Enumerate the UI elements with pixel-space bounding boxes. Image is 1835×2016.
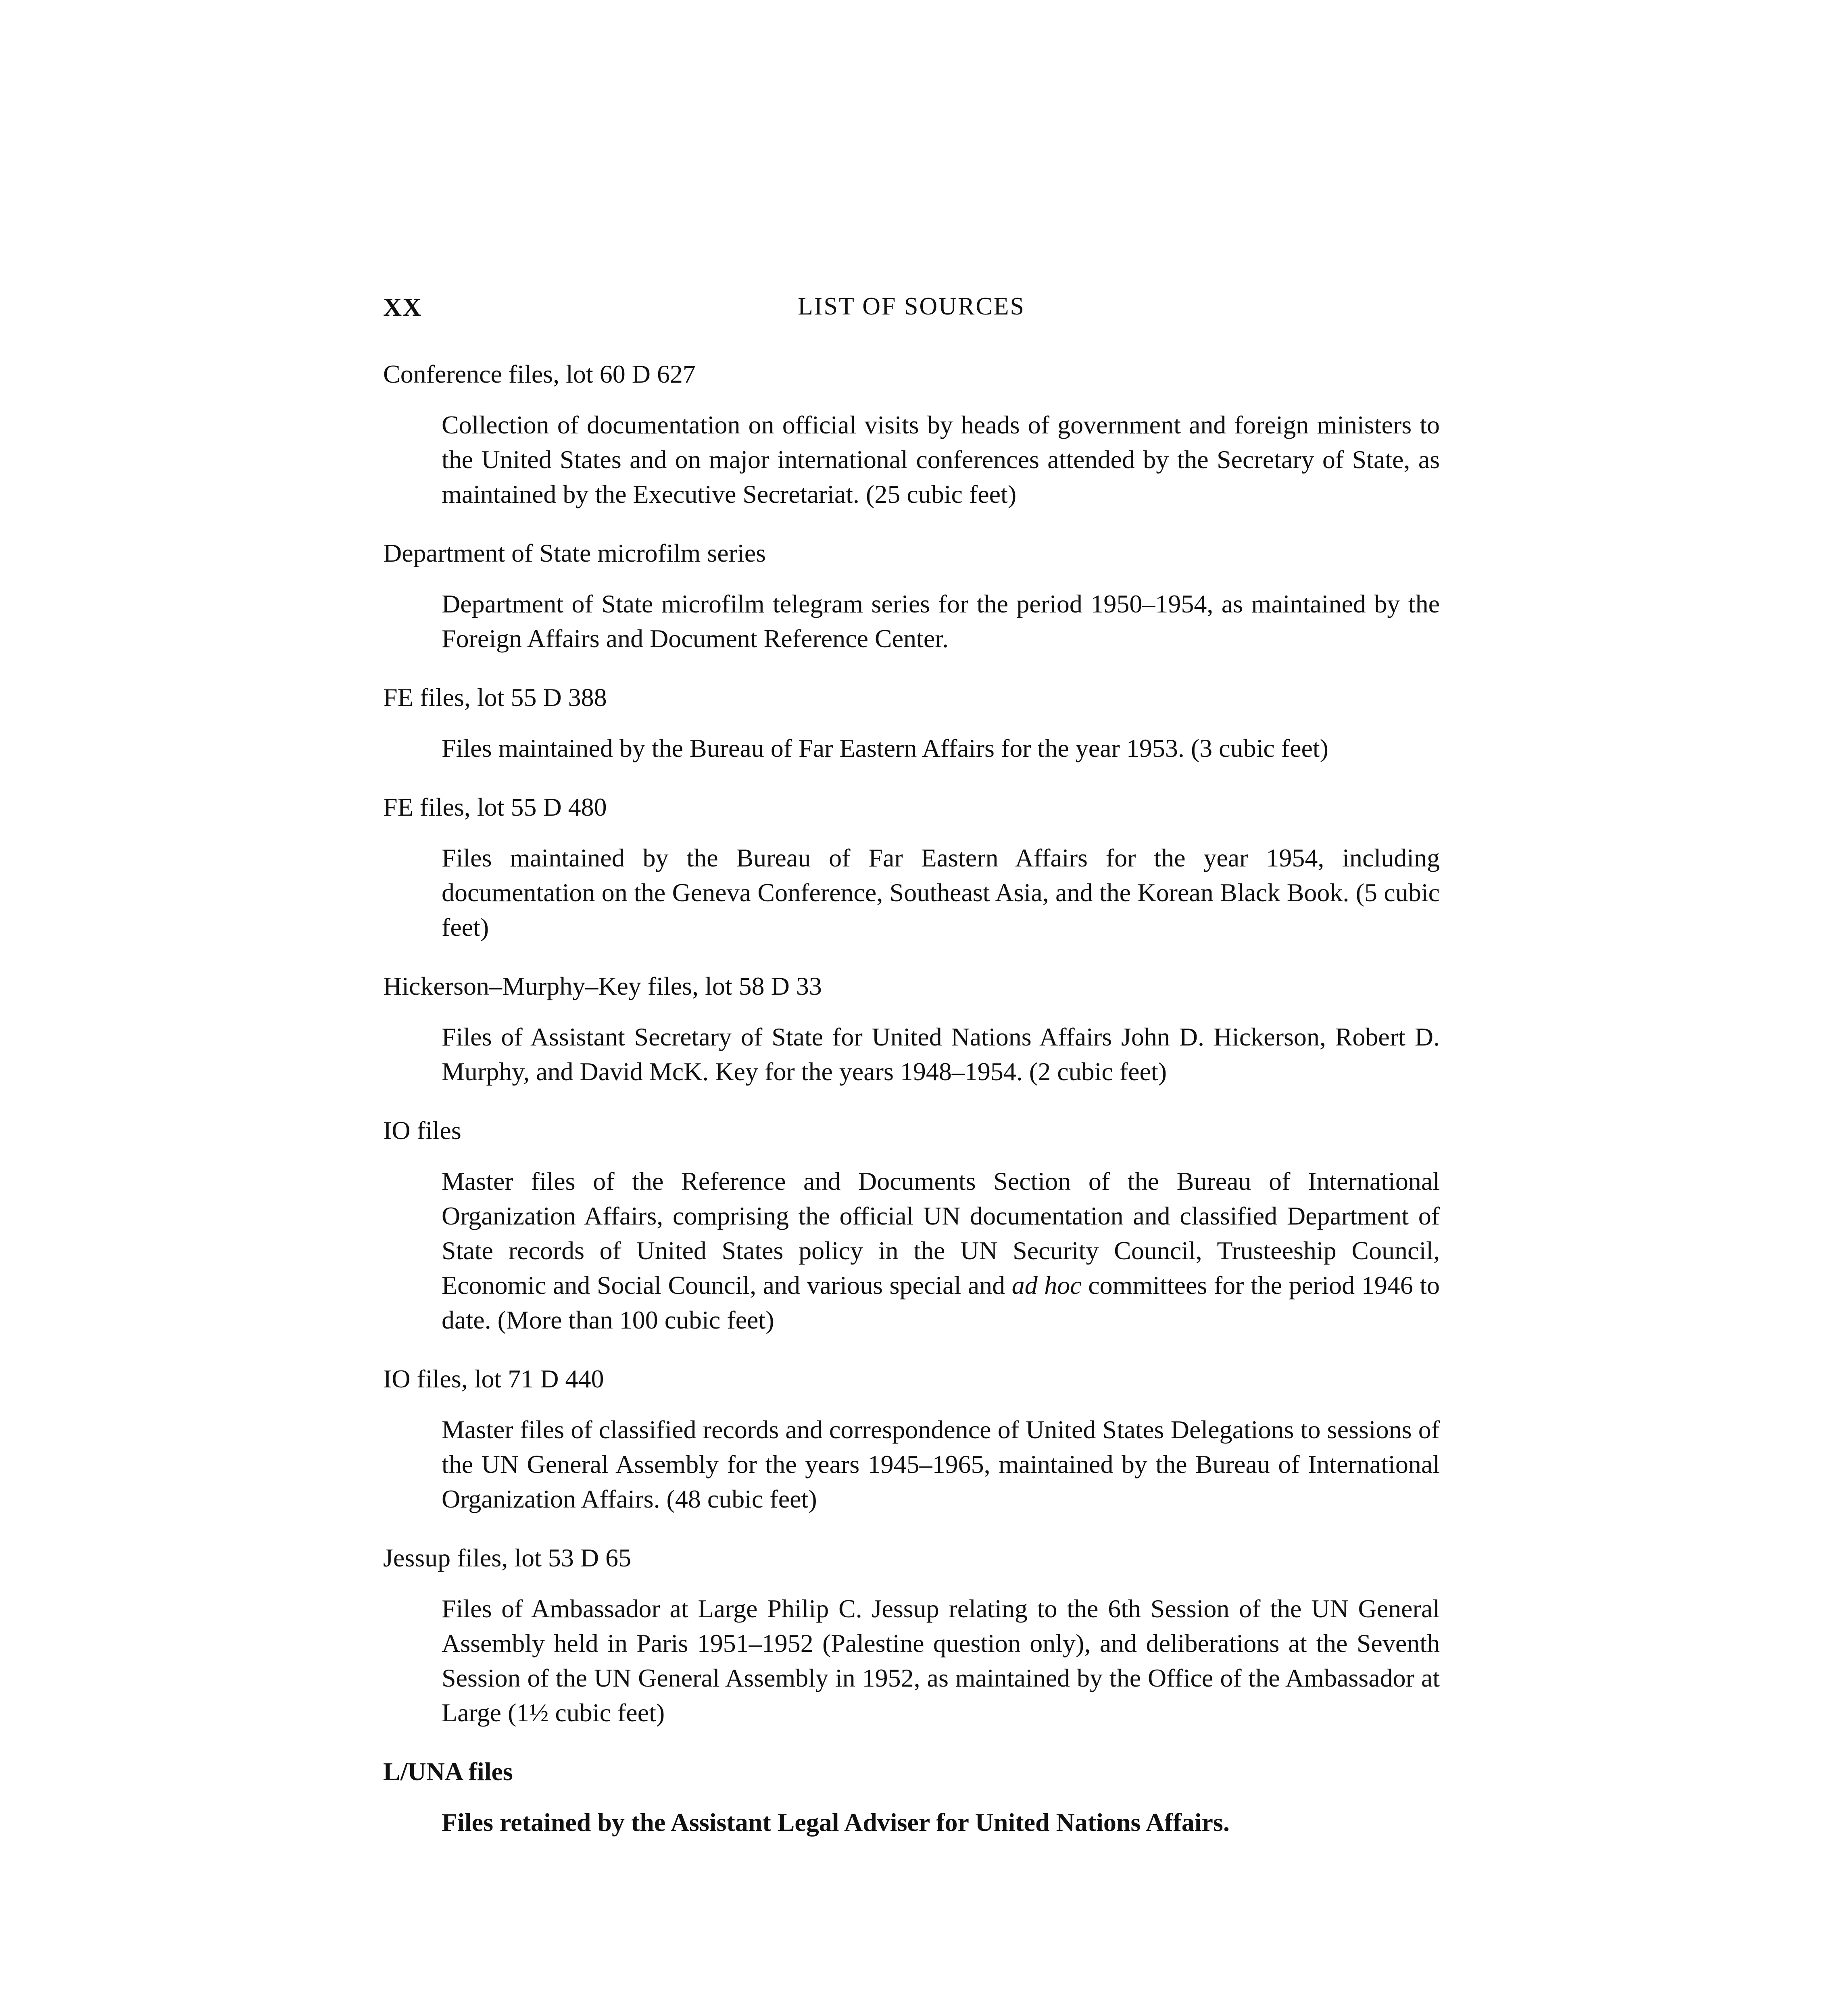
source-entry — [383, 1362, 1440, 1516]
page-header — [383, 292, 1440, 329]
source-title: Jessup files, lot 53 D 65 — [383, 1543, 632, 1572]
source-entry — [383, 357, 1440, 512]
source-entry — [383, 680, 1440, 766]
source-title: FE files, lot 55 D 480 — [383, 793, 607, 821]
source-title: IO files, lot 71 D 440 — [383, 1364, 604, 1393]
source-title: IO files — [383, 1116, 461, 1145]
source-entry — [383, 1754, 1440, 1840]
source-title: L/UNA files — [383, 1757, 513, 1786]
source-entry — [383, 969, 1440, 1089]
source-entry — [383, 790, 1440, 945]
source-title: Conference files, lot 60 D 627 — [383, 360, 696, 388]
description-text: Master files of the Reference and Documents Section of the Bureau of International Organization Affairs, comprising the official UN documentation and classified Department of State records of United States policy in the UN Security Council, Trusteeship Council, Economic and Social Council, and various special and — [442, 1167, 1440, 1300]
source-description: Department of State microfilm telegram series for the period 1950–1954, as maintained by the Foreign Affairs and Document Reference Center. — [442, 589, 1440, 653]
running-title: LIST OF SOURCES — [797, 293, 1026, 320]
source-description: Collection of documentation on official visits by heads of government and foreign ministers to the United States and on major international conferences attended by the Secretary of State, as maintained by the Executive Secretariat. (25 cubic feet) — [442, 410, 1440, 508]
source-list — [383, 357, 1440, 1864]
source-title: Hickerson–Murphy–Key files, lot 58 D 33 — [383, 972, 822, 1000]
source-description: Files of Ambassador at Large Philip C. Jessup relating to the 6th Session of the UN General Assembly held in Paris 1951–1952 (Palestine question only), and deliberations at the Seventh Session of the UN General Assembly in 1952, as maintained by the Office of the Ambassador at Large (1½ cubic feet) — [442, 1594, 1440, 1727]
description-italic-text: ad hoc — [1011, 1271, 1082, 1300]
source-entry — [383, 1113, 1440, 1337]
source-description: Files of Assistant Secretary of State for United Nations Affairs John D. Hickerson, Robert D. Murphy, and David McK. Key for the years 1948–1954. (2 cubic feet) — [442, 1023, 1440, 1086]
source-description: Files retained by the Assistant Legal Adviser for United Nations Affairs. — [442, 1808, 1230, 1837]
source-entry — [383, 536, 1440, 656]
source-description: Master files of classified records and correspondence of United States Delegations to sessions of the UN General Assembly for the years 1945–1965, maintained by the Bureau of International Organization Affairs. (48 cubic feet) — [442, 1415, 1440, 1513]
page-number: XX — [383, 293, 422, 321]
source-description: Files maintained by the Bureau of Far Eastern Affairs for the year 1953. (3 cubic feet) — [442, 734, 1328, 762]
source-description: Files maintained by the Bureau of Far Eastern Affairs for the year 1954, including documentation on the Geneva Conference, Southeast Asia, and the Korean Black Book. (5 cubic feet) — [442, 843, 1440, 941]
description-text: committees for the period 1946 to date. (More than 100 cubic feet) — [442, 1271, 1440, 1334]
source-entry — [383, 1541, 1440, 1730]
source-description — [442, 1164, 1440, 1337]
source-title: FE files, lot 55 D 388 — [383, 683, 607, 712]
source-title: Department of State microfilm series — [383, 539, 766, 567]
